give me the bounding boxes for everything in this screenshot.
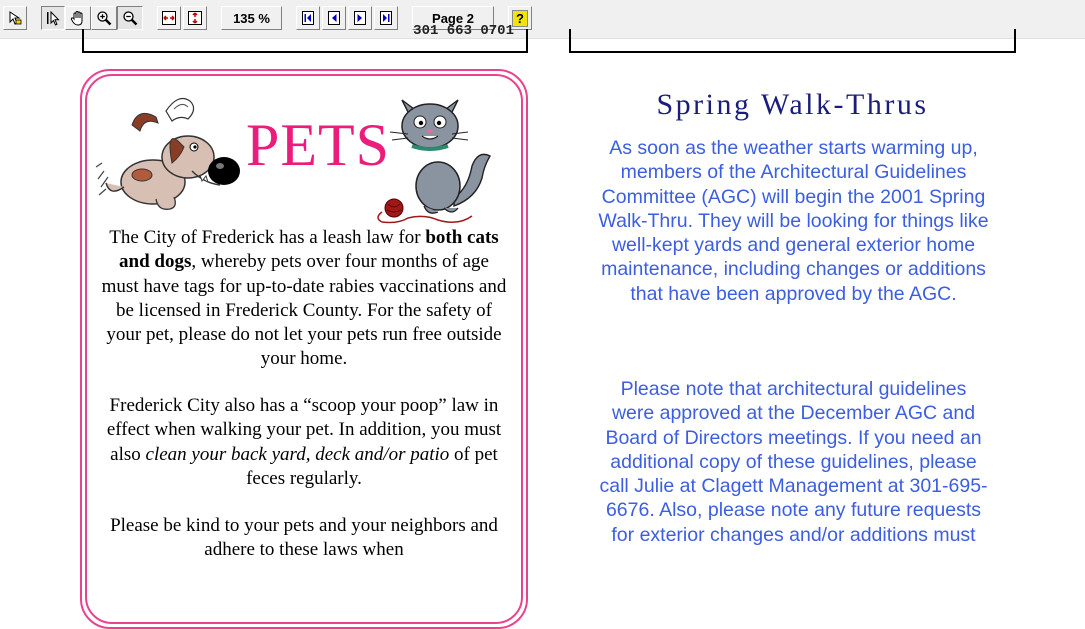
- pets-p2-text-a: Frederick City also has a “scoop your poop” law in effect when walking your pet. In addition, you must also: [106, 395, 502, 465]
- cut-off-phone-text: 301 663 0701: [413, 23, 514, 39]
- pets-p1-bold: both cats and dogs: [119, 227, 499, 273]
- zoom-in-icon: [96, 10, 112, 26]
- first-page-icon: [300, 10, 316, 26]
- arrow-select-icon: [45, 10, 61, 26]
- previous-page-button[interactable]: [322, 6, 346, 30]
- previous-article-box-right: [569, 29, 1016, 53]
- zoom-level-display[interactable]: 135 %: [221, 6, 282, 30]
- previous-page-icon: [326, 10, 342, 26]
- zoom-out-icon: [122, 10, 138, 26]
- previous-article-box: [82, 23, 528, 53]
- fit-height-button[interactable]: [183, 6, 207, 30]
- page-indicator[interactable]: Page 2: [412, 6, 494, 30]
- pets-paragraph-3: Please be kind to your pets and your neighbors and adhere to these laws when: [110, 515, 498, 561]
- pets-paragraph-2: [100, 394, 508, 491]
- pets-p2-text-b: of pet feces regularly.: [246, 443, 498, 489]
- hand-pan-icon: [70, 10, 86, 26]
- spring-walkthru-heading: Spring Walk-Thrus: [656, 88, 929, 121]
- dog-clipart-icon: [96, 87, 246, 215]
- fit-height-icon: [187, 10, 203, 26]
- last-page-icon: [378, 10, 394, 26]
- pets-p1-text-b: , whereby pets over four months of age must have tags for up-to-date rabies vaccinations and be licensed in Frederick County. For the safety of your pet, please do not let your pets run free outside your home.: [101, 251, 507, 370]
- arrow-select-button[interactable]: [41, 6, 65, 30]
- select-tool-icon: [7, 10, 23, 26]
- next-page-button[interactable]: [348, 6, 372, 30]
- pets-heading: PETS: [246, 112, 391, 178]
- pets-p2-italic: clean your back yard, deck and/or patio: [145, 443, 450, 465]
- pets-p1-text-a: The City of Frederick has a leash law for: [109, 227, 426, 248]
- help-icon: ?: [512, 10, 528, 27]
- select-tool-button[interactable]: [3, 6, 27, 30]
- zoom-in-button[interactable]: [91, 6, 117, 30]
- pets-paragraph-1: [100, 226, 508, 372]
- document-page[interactable]: [0, 23, 1085, 563]
- first-page-button[interactable]: [296, 6, 320, 30]
- cat-clipart-icon: [368, 94, 504, 222]
- fit-width-button[interactable]: [157, 6, 181, 30]
- last-page-button[interactable]: [374, 6, 398, 30]
- spring-paragraph-2: Please note that architectural guidelines were approved at the December AGC and Board of Directors meetings. If you need an additional copy of these guidelines, please call Julie at Clagett Management at 301-695-6676. Also, please note any future requests for exterior changes and/or additions must: [599, 378, 988, 546]
- fit-width-icon: [161, 10, 177, 26]
- next-page-icon: [352, 10, 368, 26]
- zoom-out-button[interactable]: [117, 6, 143, 30]
- spring-paragraph-1: As soon as the weather starts warming up, members of the Architectural Guidelines Committee (AGC) will begin the 2001 Spring Walk-Thru. They will be looking for things like well-kept yards and general exterior home maintenance, including changes or additions that have been approved by the AGC.: [598, 137, 989, 305]
- hand-pan-button[interactable]: [65, 6, 91, 30]
